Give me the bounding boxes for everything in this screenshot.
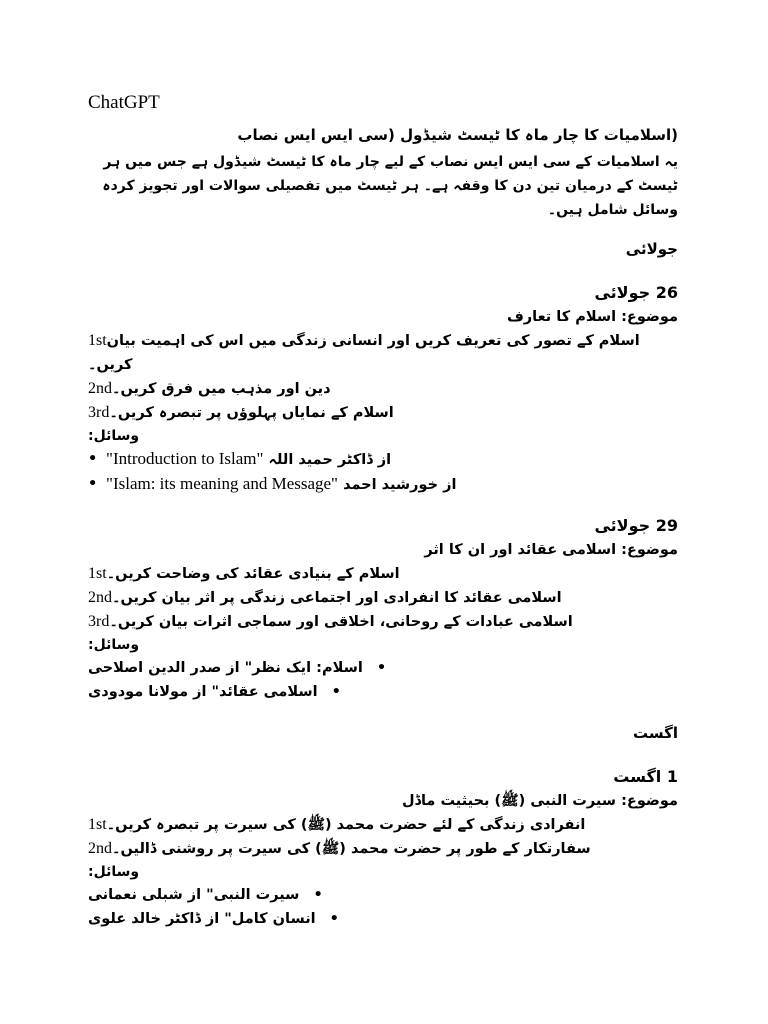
resource-item — [88, 656, 678, 680]
bullet-icon: • — [331, 684, 341, 700]
question-ordinal: 3rd — [88, 404, 110, 421]
resource-item — [88, 680, 678, 704]
test-topic: موضوع: اسلامی عقائد اور ان کا اثر — [424, 542, 678, 558]
question-item — [88, 562, 678, 586]
question-text: اسلام کے بنیادی عقائد کی وضاحت کریں۔ — [106, 566, 400, 582]
question-text: اسلام کے تصور کی تعریف کریں اور انسانی زندگی میں اس کی اہمیت بیان کریں۔ — [88, 333, 640, 373]
question-item — [88, 401, 678, 425]
question-ordinal: 3rd — [88, 613, 110, 630]
test-date: 26 جولائی — [594, 283, 678, 302]
question-item — [88, 586, 678, 610]
resources-label — [88, 861, 678, 883]
test-date: 1 اگست — [613, 767, 678, 786]
question-text: انفرادی زندگی کے لئے حضرت محمد (ﷺ) کی سیرت پر تبصرہ کریں۔ — [106, 817, 586, 833]
brand-label: ChatGPT — [88, 92, 160, 113]
resources-label-text: وسائل: — [88, 864, 140, 880]
test-section — [88, 282, 678, 497]
resource-item — [88, 883, 678, 907]
bullet-icon: • — [376, 660, 387, 676]
resources-list — [88, 883, 678, 931]
resources-label-text: وسائل: — [88, 637, 140, 653]
resource-author: از ڈاکٹر حمید اللہ — [268, 452, 392, 468]
question-text: اسلامی عقائد کا انفرادی اور اجتماعی زندگی پر اثر بیان کریں۔ — [112, 590, 562, 606]
test-topic: موضوع: اسلام کا تعارف — [506, 309, 678, 325]
test-section — [88, 766, 678, 931]
resource-title: اسلام: ایک نظر" از صدر الدین اصلاحی — [88, 660, 363, 676]
question-item — [88, 610, 678, 634]
resource-title: "Islam: its meaning and Message" — [106, 474, 338, 493]
question-text: دین اور مذہب میں فرق کریں۔ — [112, 381, 331, 397]
schedule-sections — [88, 238, 678, 931]
question-text: سفارتکار کے طور پر حضرت محمد (ﷺ) کی سیرت پر روشنی ڈالیں۔ — [112, 841, 591, 857]
resources-list — [88, 656, 678, 704]
resources-label — [88, 425, 678, 447]
question-ordinal: 1st — [88, 816, 107, 833]
test-date: 29 جولائی — [594, 516, 678, 535]
document-page — [88, 92, 678, 949]
resource-author: از خورشید احمد — [343, 477, 457, 493]
question-item — [88, 329, 678, 377]
bullet-icon: • — [313, 887, 323, 903]
bullet-icon: • — [329, 911, 339, 927]
document-title: (اسلامیات کا چار ماہ کا ٹیسٹ شیڈول (سی ایس ایس نصاب — [237, 126, 678, 144]
resource-title: انسان کامل" از ڈاکٹر خالد علوی — [88, 911, 316, 927]
question-ordinal: 1st — [88, 565, 107, 582]
question-item — [88, 377, 678, 401]
question-text: اسلامی عبادات کے روحانی، اخلاقی اور سماجی اثرات بیان کریں۔ — [109, 614, 573, 630]
resource-title: اسلامی عقائد" از مولانا مودودی — [88, 684, 318, 700]
question-ordinal: 2nd — [88, 589, 112, 606]
question-ordinal: 1st — [88, 332, 107, 349]
question-item — [88, 813, 678, 837]
resources-label — [88, 634, 678, 656]
resource-title: سیرت النبی" از شبلی نعمانی — [88, 887, 300, 903]
question-item — [88, 837, 678, 861]
resource-item — [88, 907, 678, 931]
resource-item — [88, 472, 678, 497]
question-ordinal: 2nd — [88, 380, 112, 397]
document-intro: یہ اسلامیات کے سی ایس ایس نصاب کے لیے چار ماہ کا ٹیسٹ شیڈول ہے جس میں ہر ٹیسٹ کے درمیان تین دن کا وقفہ ہے۔ ہر ٹیسٹ میں تفصیلی سوالات اور تجویز کردہ وسائل شامل ہیں۔ — [102, 154, 678, 218]
bullet-icon: • — [88, 451, 98, 467]
question-ordinal: 2nd — [88, 840, 112, 857]
resources-list — [88, 447, 678, 497]
question-text: اسلام کے نمایاں پہلوؤں پر تبصرہ کریں۔ — [109, 405, 394, 421]
month-heading: اگست — [632, 724, 678, 742]
resource-item — [88, 447, 678, 472]
test-topic: موضوع: سیرت النبی (ﷺ) بحیثیت ماڈل — [401, 793, 678, 809]
resources-label-text: وسائل: — [88, 428, 140, 444]
month-heading: جولائی — [625, 240, 678, 258]
bullet-icon: • — [88, 476, 98, 492]
test-section — [88, 515, 678, 704]
resource-title: "Introduction to Islam" — [106, 449, 264, 468]
